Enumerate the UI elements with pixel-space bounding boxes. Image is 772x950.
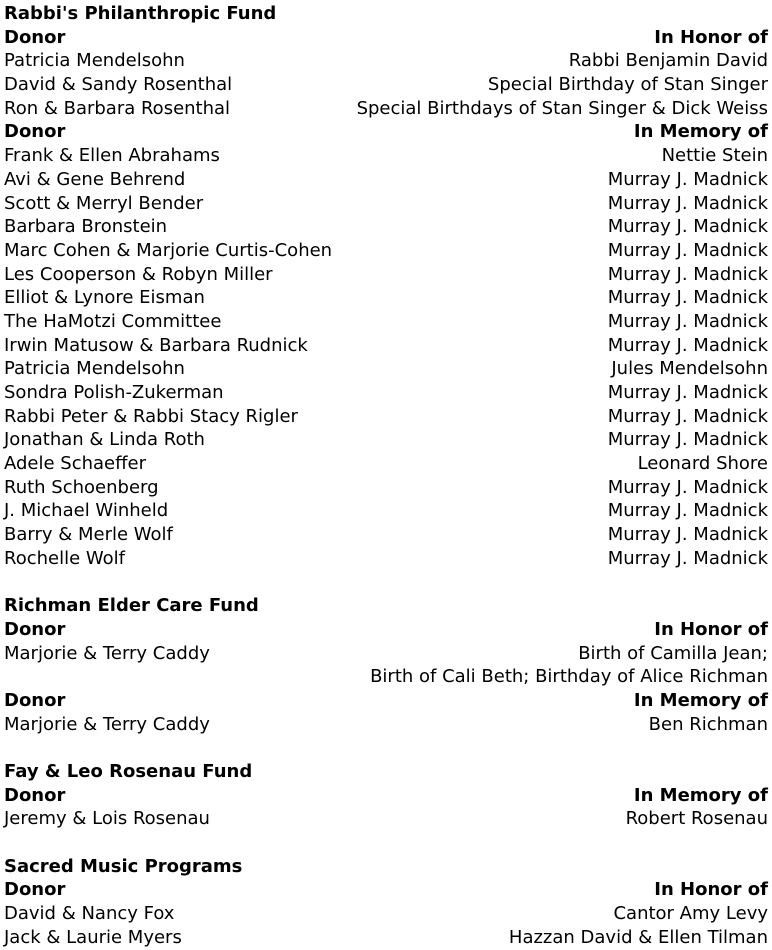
donation-row bbox=[4, 286, 768, 310]
tribute-name: Rabbi Benjamin David bbox=[568, 50, 768, 72]
tribute-type-header: In Memory of bbox=[633, 784, 768, 806]
donation-row bbox=[4, 357, 768, 381]
donation-row bbox=[4, 381, 768, 405]
donor-name: Scott & Merryl Bender bbox=[4, 192, 204, 214]
tribute-type-header: In Memory of bbox=[633, 121, 768, 143]
section-spacer bbox=[4, 736, 768, 760]
donor-name: Marjorie & Terry Caddy bbox=[4, 642, 210, 664]
donation-row bbox=[4, 713, 768, 737]
tribute-name: Hazzan David & Ellen Tilman bbox=[508, 926, 768, 948]
tribute-name: Ben Richman bbox=[648, 713, 768, 735]
donation-row bbox=[4, 215, 768, 239]
donor-name: Sondra Polish-Zukerman bbox=[4, 382, 224, 403]
donation-row bbox=[4, 310, 768, 334]
fund-section bbox=[4, 855, 768, 950]
tribute-name: Murray J. Madnick bbox=[607, 287, 768, 309]
tribute-name: Murray J. Madnick bbox=[607, 334, 768, 356]
donor-name: Patricia Mendelsohn bbox=[4, 50, 185, 72]
donation-row bbox=[4, 97, 768, 121]
donor-name: Patricia Mendelsohn bbox=[4, 358, 185, 380]
donation-row bbox=[4, 334, 768, 358]
donation-row bbox=[4, 428, 768, 452]
donor-name: Rochelle Wolf bbox=[4, 547, 125, 569]
tribute-name: Murray J. Madnick bbox=[607, 263, 768, 285]
donor-header: Donor bbox=[4, 26, 66, 48]
column-header-row bbox=[4, 120, 768, 144]
tribute-type-header: In Honor of bbox=[654, 618, 768, 640]
tribute-name: Murray J. Madnick bbox=[607, 382, 768, 403]
fund-section bbox=[4, 2, 768, 571]
tribute-name: Murray J. Madnick bbox=[607, 310, 768, 332]
tribute-name: Nettie Stein bbox=[661, 145, 768, 167]
donor-name: Adele Schaeffer bbox=[4, 453, 147, 475]
donor-name: Ron & Barbara Rosenthal bbox=[4, 97, 231, 119]
donation-row bbox=[4, 452, 768, 476]
tribute-name: Jules Mendelsohn bbox=[611, 358, 768, 380]
donor-name: Les Cooperson & Robyn Miller bbox=[4, 263, 273, 285]
donor-header: Donor bbox=[4, 879, 66, 901]
tribute-name: Murray J. Madnick bbox=[607, 216, 768, 238]
tribute-name: Murray J. Madnick bbox=[607, 405, 768, 427]
donor-header: Donor bbox=[4, 618, 66, 640]
donor-name: Marjorie & Terry Caddy bbox=[4, 713, 210, 735]
donation-row bbox=[4, 239, 768, 263]
donation-row bbox=[4, 144, 768, 168]
tribute-type-header: In Honor of bbox=[654, 879, 768, 901]
donor-header: Donor bbox=[4, 784, 66, 806]
donor-name: Barbara Bronstein bbox=[4, 216, 168, 238]
tribute-type-header: In Honor of bbox=[654, 26, 768, 48]
tribute-name: Leonard Shore bbox=[637, 453, 768, 475]
section-title: Richman Elder Care Fund bbox=[4, 595, 259, 617]
section-title: Fay & Leo Rosenau Fund bbox=[4, 761, 253, 782]
donor-name: Jonathan & Linda Roth bbox=[4, 429, 205, 451]
tribute-name: Special Birthday of Stan Singer bbox=[487, 74, 768, 96]
fund-section bbox=[4, 760, 768, 831]
donation-row bbox=[4, 902, 768, 926]
donor-name: Ruth Schoenberg bbox=[4, 476, 159, 498]
tribute-name: Cantor Amy Levy bbox=[613, 903, 768, 925]
tribute-name: Birth of Camilla Jean; bbox=[578, 642, 768, 664]
donor-name: David & Nancy Fox bbox=[4, 903, 175, 925]
donor-name: Irwin Matusow & Barbara Rudnick bbox=[4, 334, 308, 356]
donor-name: Rabbi Peter & Rabbi Stacy Rigler bbox=[4, 405, 298, 427]
donation-row bbox=[4, 642, 768, 666]
tribute-name: Murray J. Madnick bbox=[607, 429, 768, 451]
tribute-name: Murray J. Madnick bbox=[607, 239, 768, 261]
tribute-name: Robert Rosenau bbox=[625, 808, 768, 830]
donation-row bbox=[4, 405, 768, 429]
donation-row bbox=[4, 807, 768, 831]
column-header-row bbox=[4, 26, 768, 50]
donor-name: Jeremy & Lois Rosenau bbox=[4, 808, 210, 830]
donor-name: The HaMotzi Committee bbox=[4, 310, 222, 332]
tribute-name: Murray J. Madnick bbox=[607, 192, 768, 214]
donation-row bbox=[4, 73, 768, 97]
donation-row bbox=[4, 499, 768, 523]
donor-name: Elliot & Lynore Eisman bbox=[4, 287, 205, 309]
donation-row bbox=[4, 476, 768, 500]
donor-name: Barry & Merle Wolf bbox=[4, 524, 173, 546]
tribute-name: Murray J. Madnick bbox=[607, 168, 768, 190]
column-header-row bbox=[4, 689, 768, 713]
donation-row bbox=[4, 926, 768, 950]
section-title: Rabbi's Philanthropic Fund bbox=[4, 3, 277, 24]
donor-header: Donor bbox=[4, 689, 66, 711]
column-header-row bbox=[4, 784, 768, 808]
donor-name: Marc Cohen & Marjorie Curtis-Cohen bbox=[4, 239, 333, 261]
column-header-row bbox=[4, 618, 768, 642]
donor-name: Frank & Ellen Abrahams bbox=[4, 145, 220, 167]
donation-row bbox=[4, 192, 768, 216]
section-spacer bbox=[4, 831, 768, 855]
column-header-row bbox=[4, 878, 768, 902]
fund-section bbox=[4, 594, 768, 736]
donor-header: Donor bbox=[4, 121, 66, 143]
donation-row bbox=[4, 49, 768, 73]
tribute-name: Murray J. Madnick bbox=[607, 500, 768, 522]
section-spacer bbox=[4, 571, 768, 595]
donor-name: David & Sandy Rosenthal bbox=[4, 74, 233, 96]
donation-row-continuation bbox=[4, 665, 768, 689]
tribute-name: Murray J. Madnick bbox=[607, 476, 768, 498]
section-title: Sacred Music Programs bbox=[4, 855, 243, 877]
donation-row bbox=[4, 263, 768, 287]
tribute-name: Murray J. Madnick bbox=[607, 524, 768, 546]
donation-row bbox=[4, 547, 768, 571]
donation-row bbox=[4, 523, 768, 547]
donor-name: Jack & Laurie Myers bbox=[4, 926, 182, 948]
donor-name: J. Michael Winheld bbox=[4, 500, 169, 522]
tribute-name: Murray J. Madnick bbox=[607, 547, 768, 569]
tribute-name-continued: Birth of Cali Beth; Birthday of Alice Richman bbox=[370, 666, 768, 688]
tribute-name: Special Birthdays of Stan Singer & Dick Weiss bbox=[356, 97, 768, 119]
tribute-type-header: In Memory of bbox=[633, 689, 768, 711]
donation-row bbox=[4, 168, 768, 192]
donor-name: Avi & Gene Behrend bbox=[4, 168, 186, 190]
